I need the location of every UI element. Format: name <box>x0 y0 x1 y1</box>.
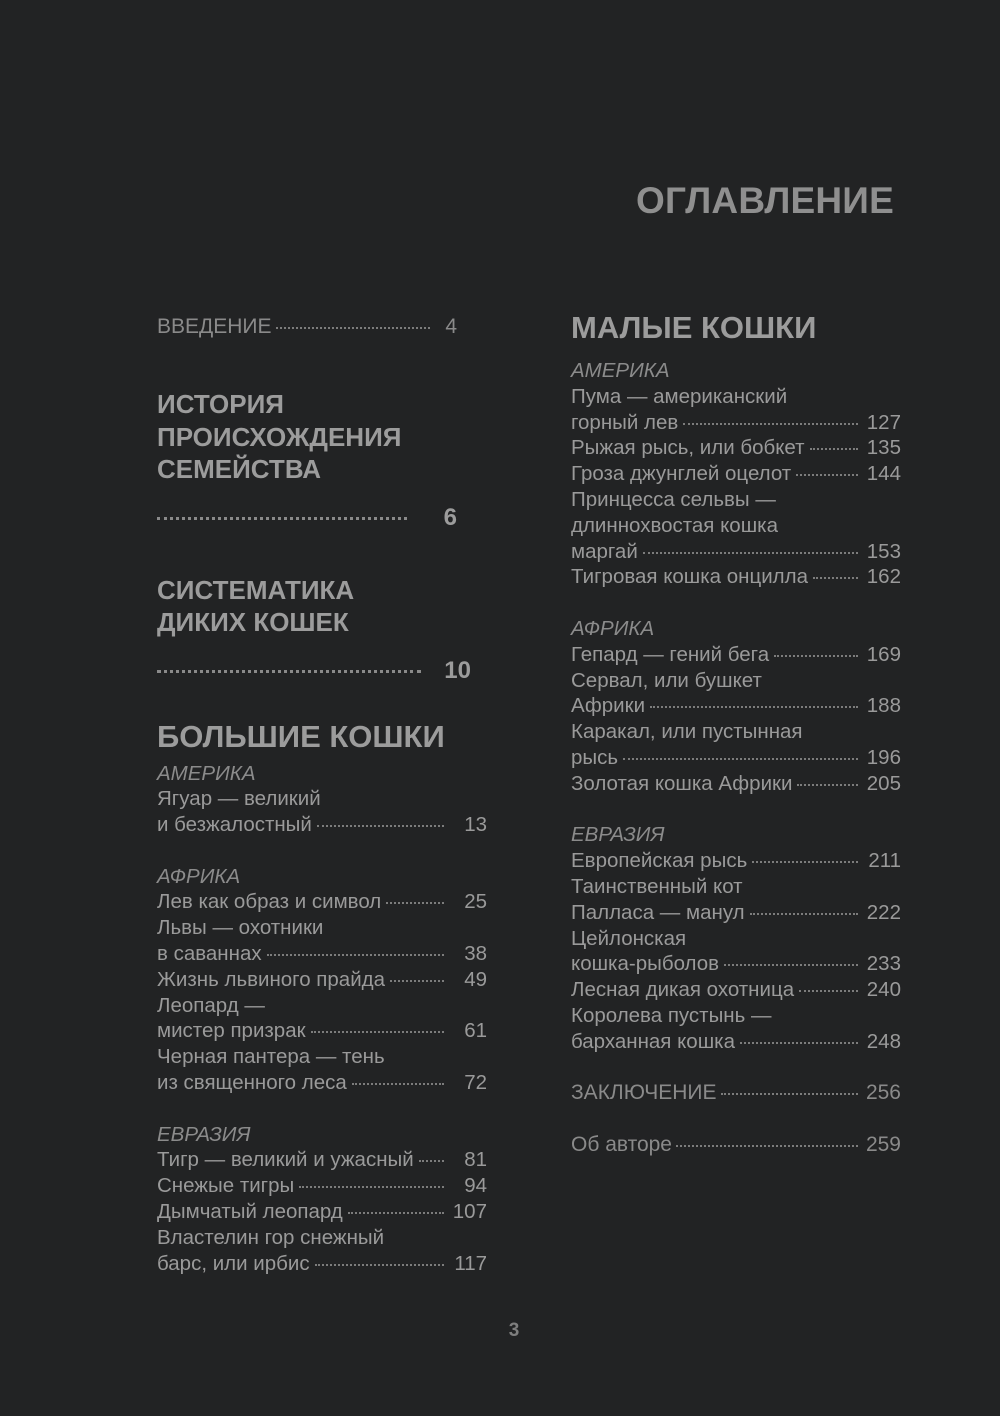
toc-entry[interactable] <box>157 1173 487 1199</box>
toc-entry[interactable] <box>571 564 901 590</box>
dot-leader <box>799 990 858 992</box>
dot-leader <box>724 964 858 966</box>
dot-leader <box>348 1212 444 1214</box>
toc-entry-page: 169 <box>866 642 901 666</box>
dot-leader <box>386 902 444 904</box>
dot-leader <box>267 954 444 956</box>
toc-entry-title-line: Таинственный кот <box>571 874 743 898</box>
section-heading-big-cats: БОЛЬШИЕ КОШКИ <box>157 718 445 754</box>
toc-entry-title-line: длиннохвостая кошка <box>571 513 778 537</box>
dot-leader <box>676 1145 858 1147</box>
region-heading-africa: АФРИКА <box>157 864 241 888</box>
dot-leader <box>643 552 858 554</box>
toc-entry-title-line: Черная пантера — тень <box>157 1045 385 1069</box>
section-heading-small-cats: МАЛЫЕ КОШКИ <box>571 310 817 345</box>
dot-leader <box>796 474 858 476</box>
dot-leader <box>352 1083 444 1085</box>
dot-leader <box>774 655 858 657</box>
toc-entry-page: 211 <box>868 849 901 873</box>
toc-entry-title-line: Пума — американский <box>571 384 788 408</box>
toc-entry[interactable] <box>157 1225 487 1277</box>
toc-entry[interactable] <box>571 874 901 926</box>
toc-entry-title-line: Властелин гор снежный <box>157 1225 385 1249</box>
toc-entry-page: 144 <box>866 462 901 486</box>
toc-entry[interactable] <box>571 719 901 771</box>
toc-entry-intro[interactable] <box>157 314 487 340</box>
toc-entry-title-line: Цейлонская <box>571 926 687 950</box>
toc-entry[interactable] <box>157 993 487 1045</box>
toc-entry-title: барханная кошка <box>571 1029 735 1053</box>
region-heading-africa: АФРИКА <box>571 616 655 640</box>
toc-entry-title: Палласа — манул <box>571 900 745 924</box>
toc-entry-title-line: ДИКИХ КОШЕК <box>157 607 349 637</box>
toc-entry[interactable] <box>571 977 901 1003</box>
toc-entry-page: 49 <box>464 967 487 991</box>
toc-entry-title: Тигровая кошка онцилла <box>571 565 809 589</box>
toc-entry-page: 81 <box>464 1148 487 1172</box>
toc-entry[interactable] <box>571 384 901 436</box>
toc-right-column <box>571 310 901 1158</box>
dot-leader <box>419 1160 444 1162</box>
dot-leader <box>810 448 858 450</box>
toc-entry-page: 38 <box>464 942 487 966</box>
dot-leader <box>311 1031 444 1033</box>
toc-entry-title: и безжалостный <box>157 813 312 837</box>
dot-leader <box>650 706 858 708</box>
toc-entry-page: 188 <box>866 694 901 718</box>
toc-entry-page: 240 <box>866 978 901 1002</box>
toc-entry-page: 25 <box>464 890 487 914</box>
toc-entry-title-line: СИСТЕМАТИКА <box>157 574 355 605</box>
toc-entry-page: 94 <box>464 1174 487 1198</box>
toc-entry[interactable] <box>157 967 487 993</box>
toc-entry-page: 259 <box>865 1133 901 1157</box>
toc-entry-title: Рыжая рысь, или бобкет <box>571 436 805 460</box>
toc-entry-history[interactable] <box>157 388 487 532</box>
toc-entry-title: Жизнь львиного прайда <box>157 967 386 991</box>
toc-entry-page: 107 <box>452 1200 487 1224</box>
toc-entry-title: рысь <box>571 745 619 769</box>
toc-entry-conclusion[interactable] <box>571 1080 901 1106</box>
dot-leader <box>299 1186 444 1188</box>
toc-entry[interactable] <box>157 915 487 967</box>
toc-entry[interactable] <box>571 487 901 564</box>
toc-entry-page: 162 <box>866 565 901 589</box>
toc-entry-page: 10 <box>444 656 471 684</box>
toc-entry-title: из священного леса <box>157 1071 347 1095</box>
toc-entry[interactable] <box>571 461 901 487</box>
dot-leader <box>315 1264 444 1266</box>
toc-entry-title: ЗАКЛЮЧЕНИЕ <box>571 1081 717 1105</box>
toc-entry-title: Об авторе <box>571 1133 672 1157</box>
toc-entry-title: горный лев <box>571 410 679 434</box>
toc-entry-title: барс, или ирбис <box>157 1251 310 1275</box>
toc-entry-page: 135 <box>866 436 901 460</box>
region-heading-america: АМЕРИКА <box>157 761 256 785</box>
toc-entry-title: Гроза джунглей оцелот <box>571 462 792 486</box>
toc-entry[interactable] <box>571 926 901 978</box>
toc-entry-page: 4 <box>445 315 457 338</box>
dot-leader <box>390 980 444 982</box>
toc-entry-page: 127 <box>866 410 901 434</box>
toc-entry-page: 13 <box>464 813 487 837</box>
region-heading-america: АМЕРИКА <box>571 359 670 382</box>
toc-entry-page: 248 <box>866 1029 901 1053</box>
toc-entry[interactable] <box>571 1003 901 1055</box>
dot-leader <box>276 327 430 329</box>
toc-entry-page: 6 <box>443 503 457 531</box>
dot-leader <box>317 825 444 827</box>
toc-entry-title: Золотая кошка Африки <box>571 771 793 795</box>
page-title: ОГЛАВЛЕНИЕ <box>636 180 894 221</box>
toc-entry[interactable] <box>157 1044 487 1096</box>
toc-entry-title-line: Каракал, или пустынная <box>571 720 803 744</box>
toc-entry[interactable] <box>571 642 901 668</box>
toc-entry-page: 222 <box>866 900 901 924</box>
toc-entry-title: мистер призрак <box>157 1019 306 1043</box>
toc-entry-title-line: Леопард — <box>157 993 265 1017</box>
toc-entry[interactable] <box>571 771 901 797</box>
dot-leader <box>623 758 858 760</box>
dot-leader <box>157 670 421 673</box>
dot-leader <box>157 517 407 520</box>
toc-entry-page: 196 <box>866 745 901 769</box>
toc-entry-title: Европейская рысь <box>571 849 748 873</box>
dot-leader <box>750 913 858 915</box>
toc-entry-page: 72 <box>464 1071 487 1095</box>
toc-entry-title: Лев как образ и символ <box>157 890 382 914</box>
toc-entry-page: 153 <box>866 539 901 563</box>
toc-entry-title: Гепард — гений бега <box>571 642 770 666</box>
toc-entry[interactable] <box>157 1147 487 1173</box>
toc-entry-title-line: ИСТОРИЯ <box>157 389 284 419</box>
toc-entry[interactable] <box>571 848 901 874</box>
toc-entry-title-line: Сервал, или бушкет <box>571 668 762 692</box>
page-number: 3 <box>508 1320 520 1341</box>
toc-entry-title-line: Принцесса сельвы — <box>571 487 776 511</box>
toc-entry[interactable] <box>157 1199 487 1225</box>
toc-entry-title-line: Королева пустынь — <box>571 1003 772 1027</box>
dot-leader <box>721 1093 859 1095</box>
toc-entry[interactable] <box>571 435 901 461</box>
region-heading-eurasia: ЕВРАЗИЯ <box>571 823 665 847</box>
toc-entry-title-line: ПРОИСХОЖДЕНИЯ <box>157 421 402 452</box>
toc-entry-title-line: СЕМЕЙСТВА <box>157 454 322 484</box>
toc-entry-title: Снежые тигры <box>157 1174 295 1198</box>
toc-entry-page: 117 <box>454 1251 487 1275</box>
toc-entry-page: 256 <box>865 1081 901 1105</box>
region-heading-eurasia: ЕВРАЗИЯ <box>157 1122 251 1146</box>
toc-left-column <box>157 314 487 1276</box>
dot-leader <box>740 1042 858 1044</box>
toc-entry-title: маргай <box>571 539 638 563</box>
dot-leader <box>797 784 858 786</box>
toc-entry-title: в саваннах <box>157 942 262 966</box>
toc-entry-title: Лесная дикая охотница <box>571 978 795 1002</box>
dot-leader <box>683 423 858 425</box>
toc-entry[interactable] <box>157 786 487 838</box>
toc-entry-title-line: Ягуар — великий <box>157 787 321 811</box>
toc-entry-author[interactable] <box>571 1132 901 1158</box>
dot-leader <box>813 577 858 579</box>
toc-entry-page: 61 <box>464 1019 487 1043</box>
toc-entry-title-line: Львы — охотники <box>157 916 324 940</box>
toc-entry[interactable] <box>157 889 487 915</box>
toc-entry-title: Дымчатый леопард <box>157 1200 343 1224</box>
toc-entry-page: 205 <box>866 771 901 795</box>
toc-entry-title: ВВЕДЕНИЕ <box>157 315 272 338</box>
toc-entry-title: Африки <box>571 694 646 718</box>
toc-entry[interactable] <box>571 668 901 720</box>
dot-leader <box>752 861 858 863</box>
toc-entry-systematics[interactable] <box>157 574 487 685</box>
toc-entry-title: Тигр — великий и ужасный <box>157 1148 414 1172</box>
toc-entry-title: кошка-рыболов <box>571 952 720 976</box>
toc-entry-page: 233 <box>866 952 901 976</box>
